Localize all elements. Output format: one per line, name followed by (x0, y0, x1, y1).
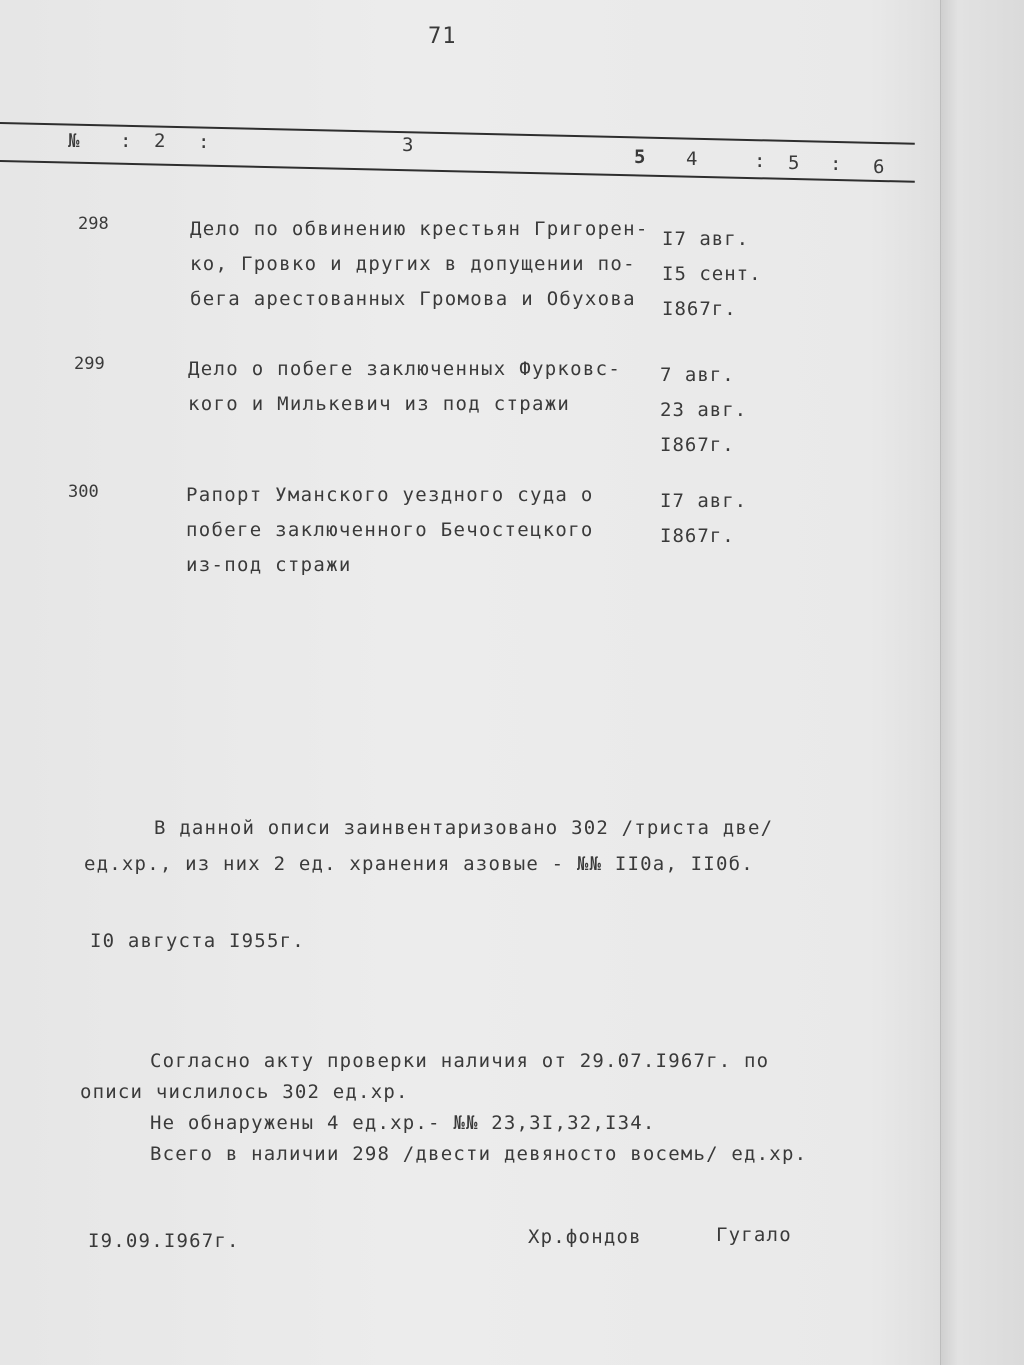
entry-description-line: из-под стражи (186, 554, 352, 576)
verification-line: Согласно акту проверки наличия от 29.07.I967г. по (150, 1050, 770, 1072)
entry-description-line: кого и Милькевич из под стражи (188, 393, 571, 415)
summary-date: I0 августа I955г. (90, 930, 305, 952)
header-col-1: № (68, 130, 80, 152)
entry-dates (662, 222, 762, 327)
header-col-3: 3 (402, 134, 414, 156)
header-top-rule (0, 122, 915, 145)
verification-line: Всего в наличии 298 /двести девяносто восемь/ ед.хр. (150, 1143, 808, 1165)
entry-description (186, 478, 594, 583)
header-separator-2: : (198, 131, 210, 153)
entry-date-line: 23 авг. (660, 399, 748, 421)
underlying-sheet-edge (940, 0, 1024, 1365)
entry-description-line: бега арестованных Громова и Обухова (190, 288, 636, 310)
entry-dates (660, 358, 747, 463)
header-separator-4: : (830, 153, 842, 175)
summary-line: В данной описи заинвентаризовано 302 /триста две/ (154, 817, 774, 839)
header-bottom-rule (0, 160, 915, 183)
entry-number: 299 (74, 354, 105, 374)
entry-description (188, 352, 621, 422)
header-col-6: 6 (873, 156, 885, 178)
footer-position: Хр.фондов (528, 1226, 642, 1248)
entry-dates (660, 484, 747, 554)
entry-date-line: 7 авг. (660, 364, 735, 386)
entry-date-line: I867г. (662, 298, 737, 320)
header-col-4b: 4 (686, 148, 698, 170)
footer-signatory-name: Гугало (716, 1224, 792, 1246)
verification-line: описи числилось 302 ед.хр. (80, 1081, 409, 1103)
page-number: 71 (428, 24, 457, 49)
header-col-4a: 5 (634, 146, 646, 168)
entry-description-line: побеге заключенного Бечостецкого (186, 519, 594, 541)
entry-date-line: I7 авг. (662, 228, 750, 250)
entry-description-line: ко, Гровко и других в допущении по- (190, 253, 636, 275)
header-col-5: 5 (788, 152, 800, 174)
header-separator-3: : (754, 150, 766, 172)
entry-description (190, 212, 649, 317)
footer-date: I9.09.I967г. (88, 1230, 240, 1252)
header-col-2: 2 (154, 130, 166, 152)
entry-date-line: I867г. (660, 525, 735, 547)
entry-date-line: I5 сент. (662, 263, 762, 285)
entry-date-line: I7 авг. (660, 490, 748, 512)
entry-description-line: Дело о побеге заключенных Фурковс- (188, 358, 622, 380)
entry-number: 300 (68, 482, 99, 502)
inventory-summary (84, 810, 773, 882)
entry-number: 298 (78, 214, 109, 234)
entry-description-line: Рапорт Уманского уездного суда о (186, 484, 594, 506)
entry-date-line: I867г. (660, 434, 735, 456)
summary-line: ед.хр., из них 2 ед. хранения азовые - №№ II0а, II0б. (84, 853, 754, 875)
header-separator-1: : (120, 130, 132, 152)
verification-line: Не обнаружены 4 ед.хр.- №№ 23,3I,32,I34. (150, 1112, 656, 1134)
entry-description-line: Дело по обвинению крестьян Григорен- (190, 218, 649, 240)
verification-note (80, 1046, 807, 1170)
